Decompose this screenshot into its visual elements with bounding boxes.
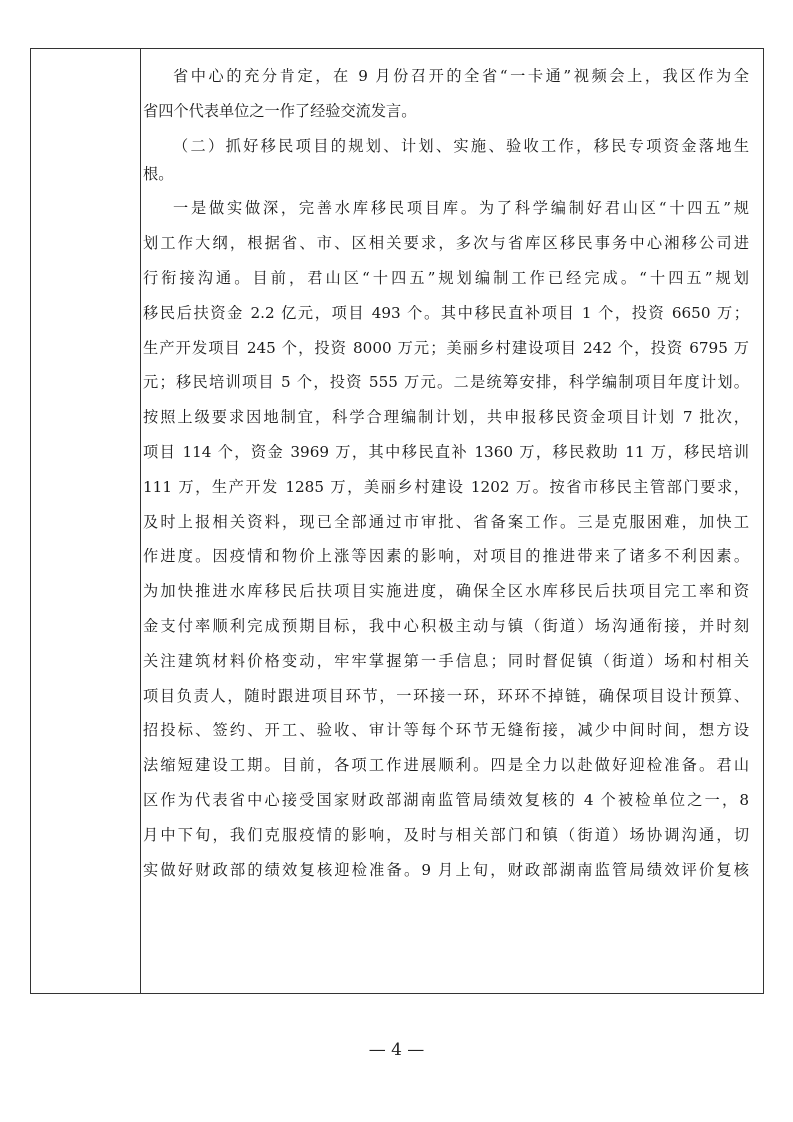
text-line: 省中心的充分肯定，在 9 月份召开的全省“一卡通”视频会上，我区作为全 bbox=[173, 67, 749, 85]
table-left-column bbox=[31, 49, 141, 993]
text-line: 关注建筑材料价格变动，牢牢掌握第一手信息；同时督促镇（街道）场和村相关 bbox=[143, 651, 749, 670]
text-line: 行衔接沟通。目前，君山区“十四五”规划编制工作已经完成。“十四五”规划 bbox=[143, 268, 749, 287]
text-line: 项目 114 个，资金 3969 万，其中移民直补 1360 万，移民救助 11 万，移民培训 bbox=[143, 442, 749, 461]
text-line: 月中下旬，我们克服疫情的影响，及时与相关部门和镇（街道）场协调沟通，切 bbox=[143, 825, 749, 844]
text-line: 省四个代表单位之一作了经验交流发言。 bbox=[143, 101, 417, 120]
text-line: 区作为代表省中心接受国家财政部湖南监管局绩效复核的 4 个被检单位之一，8 bbox=[143, 790, 749, 809]
text-line: 划工作大纲，根据省、市、区相关要求，多次与省库区移民事务中心湘移公司进 bbox=[143, 234, 749, 253]
text-line: 项目负责人，随时跟进项目环节，一环接一环，环环不掉链，确保项目设计预算、 bbox=[143, 686, 749, 705]
page-number: — 4 — bbox=[368, 1040, 425, 1060]
text-line: 按照上级要求因地制宜，科学合理编制计划，共申报移民资金项目计划 7 批次， bbox=[143, 408, 749, 427]
text-line: 及时上报相关资料，现已全部通过市审批、省备案工作。三是克服困难，加快工 bbox=[143, 512, 749, 531]
text-line: 元；移民培训项目 5 个，投资 555 万元。二是统筹安排，科学编制项目年度计划。 bbox=[143, 373, 749, 392]
text-line: 为加快推进水库移民后扶项目实施进度，确保全区水库移民后扶项目完工率和资 bbox=[143, 582, 749, 601]
table-frame bbox=[30, 48, 764, 994]
text-line: 作进度。因疫情和物价上涨等因素的影响，对项目的推进带来了诸多不利因素。 bbox=[143, 547, 749, 566]
text-line: 111 万，生产开发 1285 万，美丽乡村建设 1202 万。按省市移民主管部门要求， bbox=[143, 477, 749, 496]
text-line: 一是做实做深，完善水库移民项目库。为了科学编制好君山区“十四五”规 bbox=[173, 199, 749, 218]
text-line: 生产开发项目 245 个，投资 8000 万元；美丽乡村建设项目 242 个，投资 6795 万 bbox=[143, 338, 749, 357]
section-heading-line: （二）抓好移民项目的规划、计划、实施、验收工作，移民专项资金落地生 bbox=[173, 136, 749, 155]
text-line: 法缩短建设工期。目前，各项工作进展顺利。四是全力以赴做好迎检准备。君山 bbox=[143, 756, 749, 775]
text-line: 招投标、签约、开工、验收、审计等每个环节无缝衔接，减少中间时间，想方设 bbox=[143, 721, 749, 740]
text-line: 实做好财政部的绩效复核迎检准备。9 月上旬，财政部湖南监管局绩效评价复核 bbox=[143, 860, 749, 879]
text-line: 金支付率顺利完成预期目标，我中心积极主动与镇（街道）场沟通衔接，并时刻 bbox=[143, 616, 749, 635]
document-body bbox=[143, 59, 749, 887]
text-line: 移民后扶资金 2.2 亿元，项目 493 个。其中移民直补项目 1 个，投资 6650 万； bbox=[143, 303, 749, 322]
section-heading-line: 根。 bbox=[143, 165, 174, 184]
